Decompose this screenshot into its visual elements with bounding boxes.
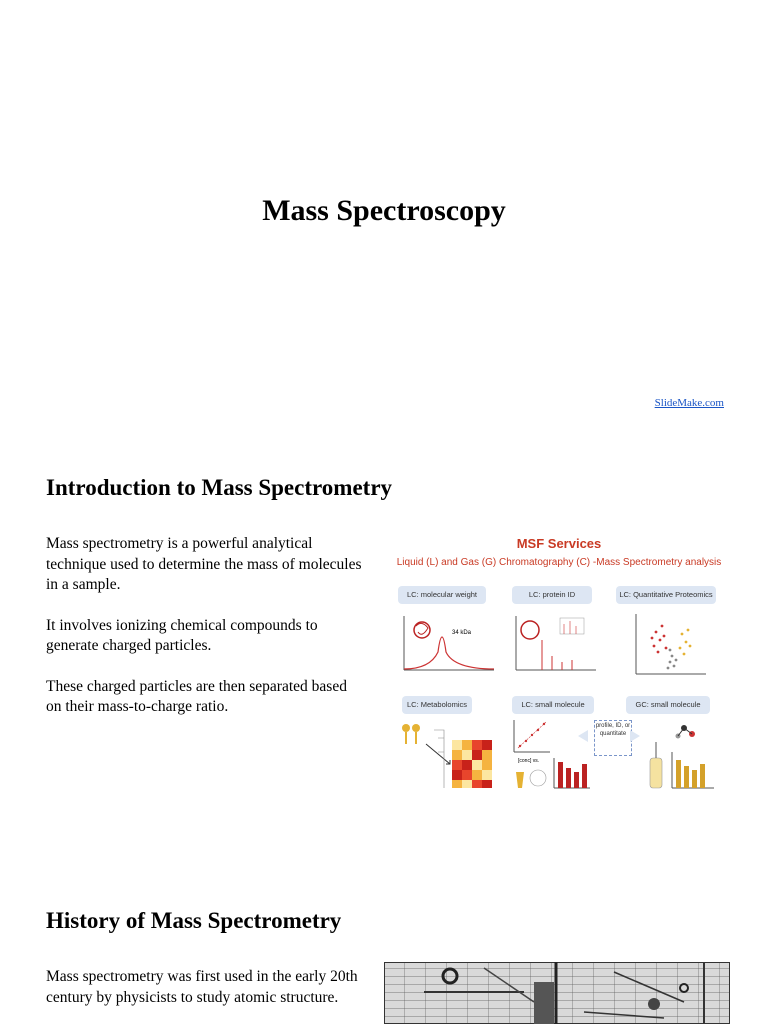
lab-apparatus-drawing [384, 962, 730, 1024]
intro-body [46, 534, 364, 738]
panel-label-molecular-weight: LC: molecular weight [398, 586, 486, 604]
metabolomics-heatmap [398, 718, 498, 790]
peak-label: 34 kDa [452, 630, 472, 636]
msf-services-figure [388, 530, 730, 796]
panel-label-protein-id: LC: protein ID [512, 586, 592, 604]
slide-title: Mass Spectroscopy [262, 194, 506, 227]
intro-paragraph: It involves ionizing chemical compounds to generate charged particles. [46, 616, 318, 654]
panel-label-small-molecule-gc: GC: small molecule [626, 696, 710, 714]
callout-arrows [576, 726, 642, 746]
profile-id-callout: profile, ID, or quantitate [594, 720, 632, 756]
history-paragraph: Mass spectrometry was first used in the early 20th century by physicists to study atomic structure. [46, 968, 358, 1006]
intro-heading: Introduction to Mass Spectrometry [46, 475, 393, 500]
slidemake-link[interactable]: SlideMake.com [654, 397, 724, 409]
history-lab-photo [384, 962, 730, 1024]
history-body [46, 967, 362, 1028]
intro-paragraph: These charged particles are then separated based on their mass-to-charge ratio. [46, 677, 347, 715]
intro-paragraph: Mass spectrometry is a powerful analytical technique used to determine the mass of molecules in a sample. [46, 535, 362, 593]
panel-label-small-molecule-lc: LC: small molecule [512, 696, 594, 714]
figure-title: MSF Services [516, 536, 602, 551]
volcano-plot [632, 612, 708, 678]
history-heading: History of Mass Spectrometry [46, 908, 342, 933]
panel-label-metabolomics: LC: Metabolomics [402, 696, 472, 714]
panel-label-quant-proteomics: LC: Quantitative Proteomics [616, 586, 716, 604]
small-molecule-gc-chart [644, 718, 728, 792]
figure-subtitle: Liquid (L) and Gas (G) Chromatography (C) -Mass Spectrometry analysis [396, 557, 722, 568]
molecular-weight-spectrum [400, 612, 496, 674]
conc-label: [conc] vs. [518, 758, 540, 764]
protein-id-spectrum [512, 612, 598, 674]
